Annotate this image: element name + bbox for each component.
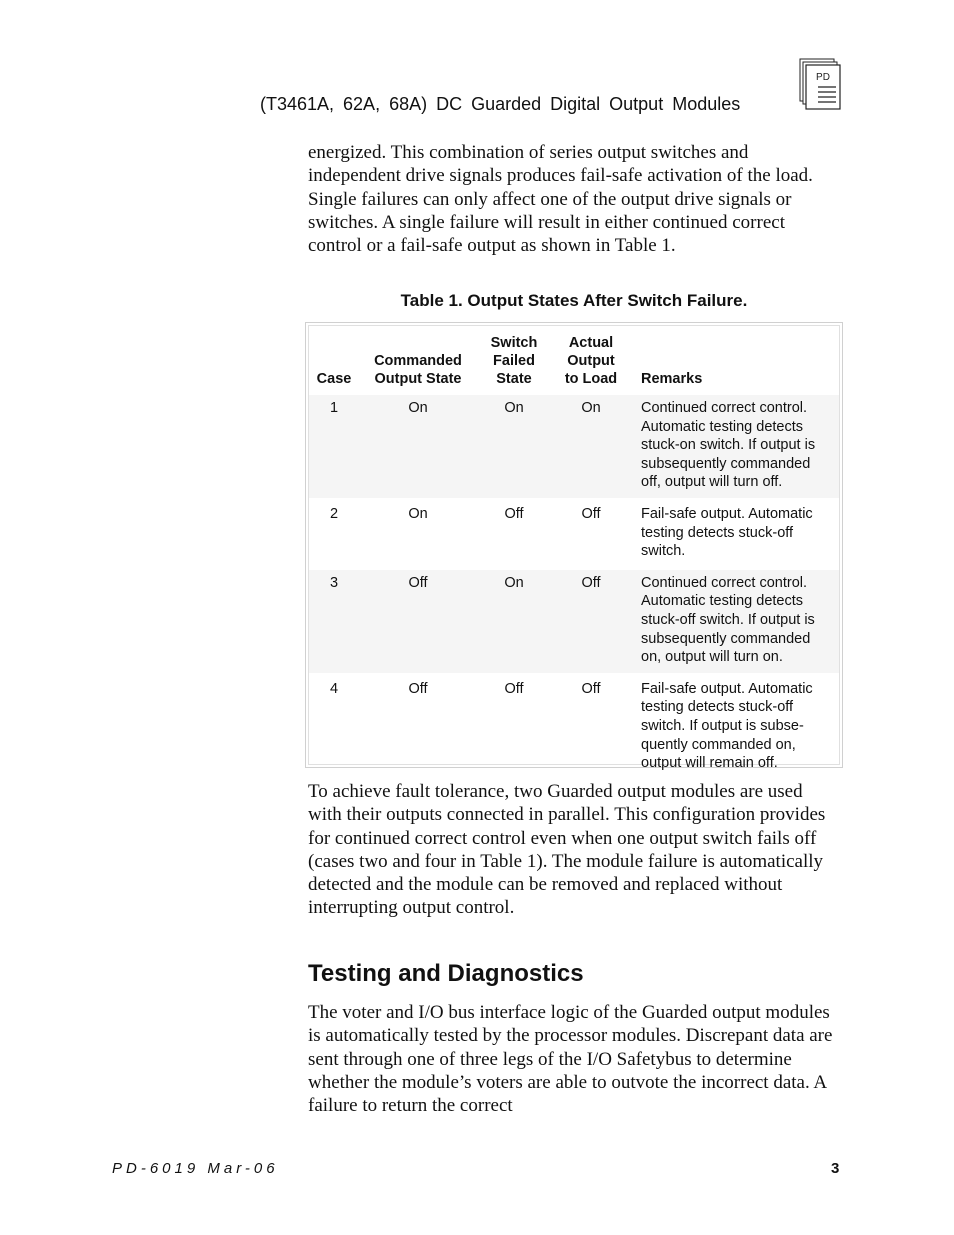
table-header-row — [309, 326, 839, 394]
remark-line: subsequently commanded — [641, 455, 811, 472]
intro-paragraph: energized. This combination of series output switches and independent drive signals produces fail-safe activation of the load. Single failures can only affect one of the output drive signals or switches. A single failure will result in either continued correct control or a fail-safe output as shown in Table 1. — [308, 142, 813, 257]
remark-line: stuck-off switch. If output is — [641, 611, 815, 628]
remark-line: testing detects stuck-off — [641, 524, 794, 541]
header-line: Output State — [374, 371, 462, 387]
header-line: to Load — [564, 371, 618, 387]
remark-line: testing detects stuck-off — [641, 699, 794, 716]
table-row — [309, 394, 839, 500]
cell-case: 2 — [309, 499, 359, 568]
header-title: (T3461A, 62A, 68A) DC Guarded Digital Output Modules — [260, 94, 741, 114]
remark-line: Fail-safe output. Automatic — [641, 680, 813, 697]
header-line: Output — [567, 353, 615, 369]
table-row — [309, 568, 839, 674]
remark-line: Continued correct control. — [641, 574, 808, 591]
cell-case: 4 — [309, 674, 359, 778]
header-line: Switch — [490, 335, 538, 351]
header-line: Remarks — [641, 371, 703, 387]
header-line: Case — [316, 371, 352, 387]
icon-label: PD — [816, 72, 830, 83]
document-stack-icon — [799, 58, 843, 112]
cell-remarks — [631, 499, 839, 568]
remark-line: Automatic testing detects — [641, 418, 803, 435]
cell-commanded: Off — [359, 674, 477, 778]
remark-line: Fail-safe output. Automatic — [641, 505, 813, 522]
section-heading: Testing and Diagnostics — [308, 960, 584, 987]
cell-remarks — [631, 674, 839, 778]
cell-case: 3 — [309, 568, 359, 674]
header-line: Failed — [493, 353, 535, 369]
cell-failed: On — [477, 568, 551, 674]
cell-failed: Off — [477, 499, 551, 568]
cell-actual: On — [551, 394, 631, 500]
footer-page-number: 3 — [831, 1160, 840, 1177]
table-grid — [309, 326, 839, 779]
cell-commanded: On — [359, 394, 477, 500]
header-case — [309, 326, 359, 394]
remark-line: switch. If output is subse- — [641, 717, 804, 734]
footer-doc-id: PD-6019 Mar-06 — [112, 1160, 279, 1177]
remark-line: on, output will turn on. — [641, 649, 783, 666]
table-caption: Table 1. Output States After Switch Failure. — [400, 291, 748, 310]
testing-paragraph: The voter and I/O bus interface logic of the Guarded output modules is automatically tested by the processor modules. Discrepant data are sent through one of three legs of the I/O Safetybus to determine whether the module’s voters are able to outvote the incorrect data. A failure to return the correct — [308, 1002, 833, 1117]
remark-line: stuck-on switch. If output is — [641, 437, 816, 454]
cell-failed: Off — [477, 674, 551, 778]
output-states-table — [305, 322, 843, 772]
table-row — [309, 499, 839, 568]
header-remarks — [631, 326, 839, 394]
remark-line: off, output will turn off. — [641, 474, 783, 491]
table-row — [309, 674, 839, 778]
header-line: State — [496, 371, 532, 387]
cell-case: 1 — [309, 394, 359, 500]
cell-commanded: Off — [359, 568, 477, 674]
remark-line: output will remain off. — [641, 755, 778, 772]
cell-actual: Off — [551, 499, 631, 568]
cell-remarks — [631, 568, 839, 674]
cell-remarks — [631, 394, 839, 500]
header-line: Actual — [568, 335, 614, 351]
cell-actual: Off — [551, 568, 631, 674]
fault-tolerance-paragraph: To achieve fault tolerance, two Guarded output modules are used with their outputs connected in parallel. This configuration provides for continued correct control even when one output switch fails off (cases two and four in Table 1). The module failure is automatically detected and the module can be removed and replaced without interrupting output control. — [308, 781, 826, 919]
header-line: Commanded — [374, 353, 462, 369]
remark-line: quently commanded on, — [641, 736, 796, 753]
remark-line: subsequently commanded — [641, 630, 811, 647]
remark-line: Continued correct control. — [641, 400, 808, 416]
header-switch-failed — [477, 326, 551, 394]
header-commanded — [359, 326, 477, 394]
header-actual-output — [551, 326, 631, 394]
remark-line: switch. — [641, 543, 686, 560]
remark-line: Automatic testing detects — [641, 593, 803, 610]
cell-commanded: On — [359, 499, 477, 568]
cell-failed: On — [477, 394, 551, 500]
cell-actual: Off — [551, 674, 631, 778]
